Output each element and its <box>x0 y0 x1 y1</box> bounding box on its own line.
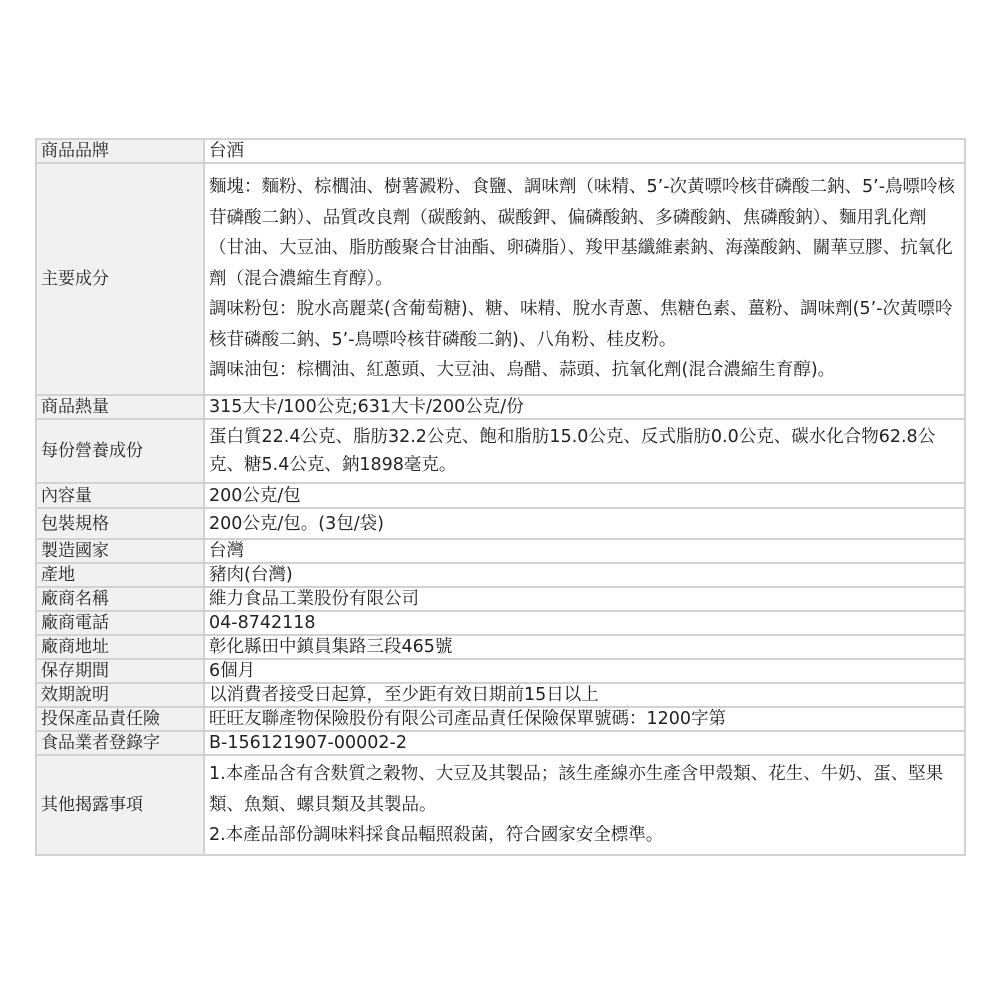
table-row <box>36 563 965 587</box>
row-label-origin: 產地 <box>36 563 204 587</box>
value-text: 以消費者接受日起算，至少距有效日期前15日以上 <box>209 685 599 705</box>
row-label-net-content: 內容量 <box>36 483 204 508</box>
table-row <box>36 395 965 419</box>
value-text: 彰化縣田中鎮員集路三段465號 <box>209 637 453 657</box>
row-label-brand: 商品品牌 <box>36 139 204 163</box>
row-value-expiry-note <box>204 683 965 707</box>
row-value-package <box>204 508 965 539</box>
row-value-manufacturer <box>204 587 965 611</box>
table-row <box>36 139 965 163</box>
row-value-calories <box>204 395 965 419</box>
table-row <box>36 587 965 611</box>
row-value-origin <box>204 563 965 587</box>
table-row <box>36 539 965 563</box>
row-label-insurance: 投保產品責任險 <box>36 707 204 731</box>
value-text: 台酒 <box>209 141 244 161</box>
disclosure-allergen-paragraph: 1.本產品含有含麩質之穀物、大豆及其製品；該生產線亦生產含甲殼類、花生、牛奶、蛋、堅果類、魚類、螺貝類及其製品。 <box>209 764 944 815</box>
row-label-shelf-life: 保存期間 <box>36 659 204 683</box>
value-text: 蛋白質22.4公克、脂肪32.2公克、飽和脂肪15.0公克、反式脂肪0.0公克、碳水化合物62.8公克、糖5.4公克、鈉1898毫克。 <box>209 427 936 475</box>
row-label-phone: 廠商電話 <box>36 611 204 635</box>
value-text: 旺旺友聯產物保險股份有限公司產品責任保險保單號碼：1200字第 <box>209 709 727 729</box>
value-text: 台灣 <box>209 541 244 561</box>
table-row <box>36 508 965 539</box>
row-value-other-disclosure <box>204 755 965 855</box>
row-label-manufacturer: 廠商名稱 <box>36 587 204 611</box>
value-text: 維力食品工業股份有限公司 <box>209 589 419 609</box>
table-row <box>36 683 965 707</box>
row-value-brand <box>204 139 965 163</box>
value-text: 200公克/包。(3包/袋) <box>209 513 384 534</box>
row-label-address: 廠商地址 <box>36 635 204 659</box>
value-text: 315大卡/100公克;631大卡/200公克/份 <box>209 397 524 417</box>
row-label-ingredients: 主要成分 <box>36 163 204 395</box>
row-label-registration: 食品業者登錄字 <box>36 731 204 755</box>
product-spec-table <box>35 138 966 856</box>
row-label-nutrition: 每份營養成份 <box>36 419 204 483</box>
ingredients-noodle-paragraph: 麵塊：麵粉、棕櫚油、樹薯澱粉、食鹽、調味劑（味精、5’-次黃嘌呤核苷磷酸二鈉、5’-鳥嘌呤核苷磷酸二鈉）、品質改良劑（碳酸鈉、碳酸鉀、偏磷酸鈉、多磷酸鈉、焦磷酸鈉）、麵用乳化劑（甘油、大豆油、脂肪酸聚合甘油酯、卵磷脂）、羧甲基纖維素鈉、海藻酸鈉、關華豆膠、抗氧化劑（混合濃縮生育醇）。 <box>209 177 956 289</box>
row-value-nutrition <box>204 419 965 483</box>
table-row <box>36 731 965 755</box>
row-value-registration <box>204 731 965 755</box>
ingredients-powder-paragraph: 調味粉包：脫水高麗菜(含葡萄糖)、糖、味精、脫水青蔥、焦糖色素、薑粉、調味劑(5’-次黃嘌呤核苷磷酸二鈉、5’-鳥嘌呤核苷磷酸二鈉)、八角粉、桂皮粉。 <box>209 299 953 350</box>
table-row <box>36 659 965 683</box>
value-text: 6個月 <box>209 661 256 681</box>
ingredients-oil-paragraph: 調味油包：棕櫚油、紅蔥頭、大豆油、烏醋、蒜頭、抗氧化劑(混合濃縮生育醇)。 <box>209 360 836 381</box>
row-label-package: 包裝規格 <box>36 508 204 539</box>
row-value-shelf-life <box>204 659 965 683</box>
table-row <box>36 755 965 855</box>
row-label-expiry-note: 效期說明 <box>36 683 204 707</box>
value-text: B-156121907-00002-2 <box>209 733 407 753</box>
row-value-insurance <box>204 707 965 731</box>
table-row <box>36 419 965 483</box>
table-row <box>36 611 965 635</box>
disclosure-irradiation-paragraph: 2.本產品部份調味料採食品輻照殺菌，符合國家安全標準。 <box>209 825 664 845</box>
table-row <box>36 635 965 659</box>
value-text: 04-8742118 <box>209 613 316 633</box>
row-value-address <box>204 635 965 659</box>
table-row <box>36 163 965 395</box>
value-text: 豬肉(台灣) <box>209 565 293 585</box>
row-label-calories: 商品熱量 <box>36 395 204 419</box>
table-row <box>36 483 965 508</box>
row-label-country: 製造國家 <box>36 539 204 563</box>
table-row <box>36 707 965 731</box>
value-text: 200公克/包 <box>209 485 301 506</box>
row-value-ingredients <box>204 163 965 395</box>
row-value-phone <box>204 611 965 635</box>
row-label-other-disclosure: 其他揭露事項 <box>36 755 204 855</box>
row-value-country <box>204 539 965 563</box>
row-value-net-content <box>204 483 965 508</box>
